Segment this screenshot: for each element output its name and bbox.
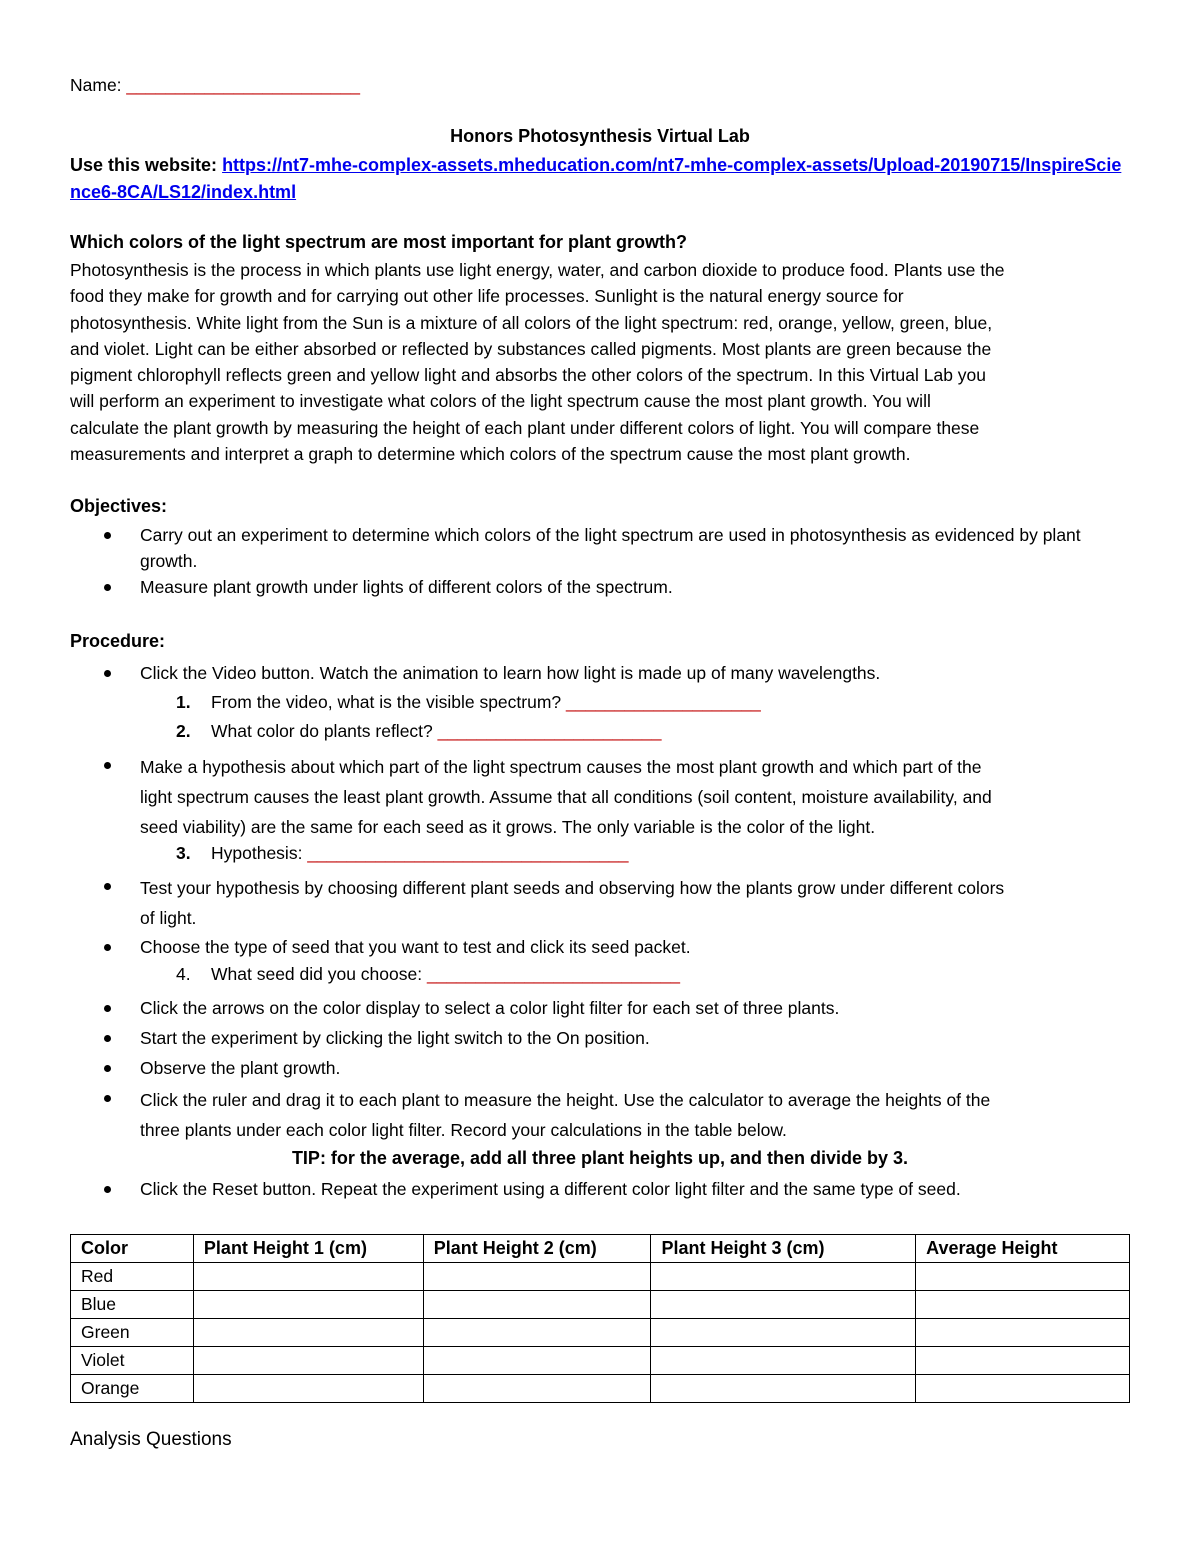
color-cell: Green	[71, 1319, 194, 1347]
step-line: of light.	[140, 908, 197, 928]
bullet-icon	[104, 1005, 111, 1012]
color-cell: Orange	[71, 1375, 194, 1403]
column-header: Color	[71, 1235, 194, 1263]
height-3-cell[interactable]	[651, 1291, 916, 1319]
average-cell[interactable]	[916, 1375, 1130, 1403]
color-cell: Red	[71, 1263, 194, 1291]
color-cell: Blue	[71, 1291, 194, 1319]
column-header: Plant Height 1 (cm)	[193, 1235, 423, 1263]
intro-line: measurements and interpret a graph to determine which colors of the spectrum cause the most plant growth.	[70, 444, 911, 465]
step-line: Make a hypothesis about which part of the light spectrum causes the most plant growth and which part of the	[140, 757, 982, 777]
table-row	[71, 1347, 1130, 1375]
procedure-step: Click the Video button. Watch the animation to learn how light is made up of many wavelengths.	[140, 663, 881, 683]
question-item	[211, 843, 629, 864]
question-item	[211, 692, 761, 713]
lab-question: Which colors of the light spectrum are most important for plant growth?	[70, 232, 688, 252]
procedure-step	[140, 873, 1130, 933]
intro-line: and violet. Light can be either absorbed or reflected by substances called pigments. Most plants are green because the	[70, 338, 992, 359]
height-3-cell[interactable]	[651, 1263, 916, 1291]
average-cell[interactable]	[916, 1263, 1130, 1291]
answer-blank[interactable]: _________________________________	[307, 843, 629, 863]
intro-line: food they make for growth and for carrying out other life processes. Sunlight is the natural energy source for	[70, 286, 904, 307]
height-2-cell[interactable]	[423, 1347, 651, 1375]
website-line	[70, 152, 1130, 206]
table-header-row	[71, 1235, 1130, 1263]
answer-blank[interactable]: __________________________	[426, 964, 681, 984]
procedure-step: Choose the type of seed that you want to test and click its seed packet.	[140, 937, 691, 957]
height-1-cell[interactable]	[193, 1319, 423, 1347]
intro-paragraph	[70, 257, 1132, 467]
height-3-cell[interactable]	[651, 1375, 916, 1403]
bullet-icon	[104, 1095, 111, 1102]
bullet-icon	[104, 944, 111, 951]
table-row	[71, 1263, 1130, 1291]
name-label: Name:	[70, 75, 122, 95]
procedure-step: Start the experiment by clicking the light switch to the On position.	[140, 1028, 650, 1048]
column-header: Average Height	[916, 1235, 1130, 1263]
bullet-icon	[104, 1186, 111, 1193]
tip-text: TIP: for the average, add all three plant heights up, and then divide by 3.	[291, 1148, 909, 1168]
question-text: Hypothesis:	[211, 843, 303, 863]
question-item	[211, 721, 662, 742]
intro-line: pigment chlorophyll reflects green and yellow light and absorbs the other colors of the spectrum. In this Virtual Lab you	[70, 365, 987, 386]
question-text: What color do plants reflect?	[211, 721, 433, 741]
page-title: Honors Photosynthesis Virtual Lab	[450, 126, 750, 146]
objective-item: Carry out an experiment to determine which colors of the light spectrum are used in photosynthesis as evidenced by plant growth.	[140, 525, 1081, 571]
answer-blank[interactable]: _______________________	[437, 721, 662, 741]
question-text: What seed did you choose:	[211, 964, 423, 984]
height-1-cell[interactable]	[193, 1291, 423, 1319]
procedure-heading: Procedure:	[70, 631, 166, 651]
bullet-icon	[104, 584, 111, 591]
procedure-step: Click the Reset button. Repeat the experiment using a different color light filter and the same type of seed.	[140, 1179, 961, 1199]
analysis-heading: Analysis Questions	[70, 1429, 232, 1450]
question-number: 4.	[176, 964, 191, 984]
height-3-cell[interactable]	[651, 1319, 916, 1347]
objective-item: Measure plant growth under lights of different colors of the spectrum.	[140, 577, 673, 597]
intro-line: calculate the plant growth by measuring the height of each plant under different colors of light. You will compare these	[70, 417, 980, 438]
bullet-icon	[104, 762, 111, 769]
table-row	[71, 1319, 1130, 1347]
table-row	[71, 1291, 1130, 1319]
bullet-icon	[104, 1035, 111, 1042]
name-line	[70, 75, 360, 96]
height-1-cell[interactable]	[193, 1347, 423, 1375]
question-number: 2.	[176, 721, 191, 741]
height-2-cell[interactable]	[423, 1291, 651, 1319]
average-cell[interactable]	[916, 1347, 1130, 1375]
column-header: Plant Height 3 (cm)	[651, 1235, 916, 1263]
column-header: Plant Height 2 (cm)	[423, 1235, 651, 1263]
average-cell[interactable]	[916, 1291, 1130, 1319]
website-label: Use this website:	[70, 155, 218, 175]
website-link[interactable]: https://nt7-mhe-complex-assets.mheducation.com/nt7-mhe-complex-assets/Upload-20190715/InspireScience6-8CA/LS12/index.html	[70, 155, 1122, 202]
bullet-icon	[104, 532, 111, 539]
height-2-cell[interactable]	[423, 1319, 651, 1347]
height-1-cell[interactable]	[193, 1375, 423, 1403]
step-line: three plants under each color light filter. Record your calculations in the table below.	[140, 1120, 787, 1140]
procedure-step: Click the arrows on the color display to select a color light filter for each set of three plants.	[140, 998, 840, 1018]
bullet-icon	[104, 670, 111, 677]
bullet-icon	[104, 883, 111, 890]
question-text: From the video, what is the visible spectrum?	[211, 692, 562, 712]
height-2-cell[interactable]	[423, 1375, 651, 1403]
objectives-heading: Objectives:	[70, 496, 168, 516]
color-cell: Violet	[71, 1347, 194, 1375]
procedure-step	[140, 1085, 1130, 1145]
question-number: 3.	[176, 843, 191, 863]
intro-line: photosynthesis. White light from the Sun is a mixture of all colors of the light spectrum: red, orange, yellow, green, blue,	[70, 312, 993, 333]
intro-line: will perform an experiment to investigate what colors of the light spectrum cause the most plant growth. You will	[70, 391, 931, 412]
bullet-icon	[104, 1065, 111, 1072]
step-line: seed viability) are the same for each seed as it grows. The only variable is the color of the light.	[140, 817, 876, 837]
table-row	[71, 1375, 1130, 1403]
question-item	[211, 964, 680, 985]
height-1-cell[interactable]	[193, 1263, 423, 1291]
step-line: Click the ruler and drag it to each plant to measure the height. Use the calculator to average the heights of the	[140, 1090, 991, 1110]
height-2-cell[interactable]	[423, 1263, 651, 1291]
name-blank[interactable]: ________________________	[126, 75, 361, 95]
height-3-cell[interactable]	[651, 1347, 916, 1375]
data-table	[70, 1234, 1130, 1403]
procedure-step: Observe the plant growth.	[140, 1058, 341, 1078]
answer-blank[interactable]: ____________________	[566, 692, 761, 712]
average-cell[interactable]	[916, 1319, 1130, 1347]
procedure-step	[140, 752, 1130, 842]
step-line: light spectrum causes the least plant growth. Assume that all conditions (soil content, moisture availability, and	[140, 787, 992, 807]
intro-line: Photosynthesis is the process in which plants use light energy, water, and carbon dioxide to produce food. Plants use the	[70, 260, 1005, 280]
step-line: Test your hypothesis by choosing different plant seeds and observing how the plants grow under different colors	[140, 878, 1005, 898]
question-number: 1.	[176, 692, 191, 712]
